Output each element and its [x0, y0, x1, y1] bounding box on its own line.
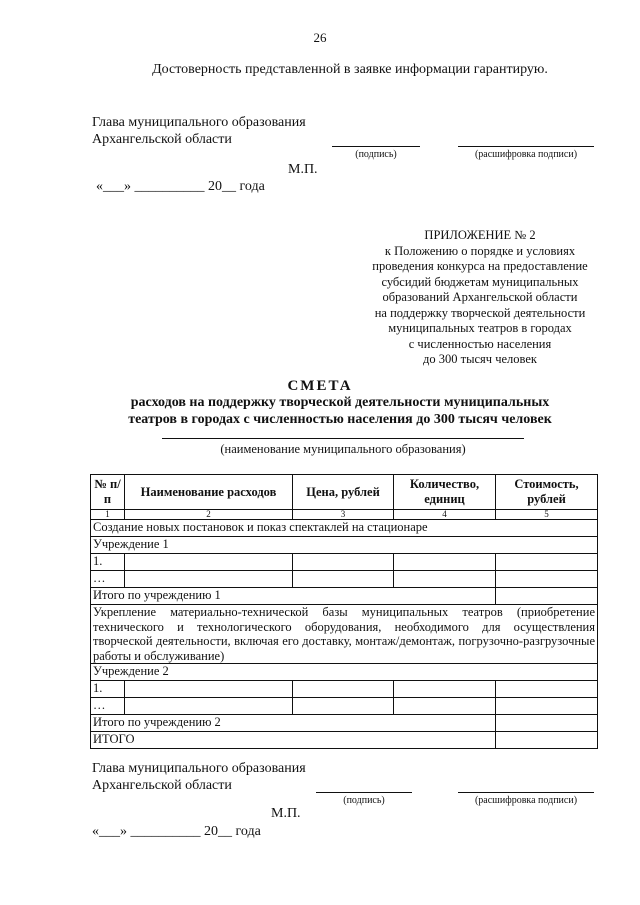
appendix-line: образований Архангельской области	[382, 290, 578, 304]
col-number: 3	[293, 510, 394, 520]
smeta-title: СМЕТА	[287, 378, 353, 394]
col-number: 4	[394, 510, 496, 520]
col-number: 2	[125, 510, 293, 520]
institution-row	[91, 537, 598, 554]
smeta-table	[90, 474, 598, 749]
stamp-label-2: М.П.	[271, 806, 301, 821]
subtotal-row	[91, 715, 598, 732]
table-row	[91, 681, 598, 698]
appendix-line: с численностью населения	[408, 336, 552, 351]
signature-line-2	[316, 792, 412, 793]
table-row	[91, 571, 598, 588]
subtotal-label: Итого по учреждению 1	[91, 588, 496, 605]
header-cost: Стоимость, рублей	[496, 475, 598, 510]
row-ellipsis: …	[91, 571, 125, 588]
section-row	[91, 605, 598, 664]
municipality-name-caption: (наименование муниципального образования)	[220, 442, 466, 456]
row-number: 1.	[91, 681, 125, 698]
signature-caption: (подпись)	[355, 149, 397, 160]
grand-total-label: ИТОГО	[91, 732, 496, 749]
date-line: «___» __________ 20__ года	[96, 179, 265, 194]
decode-line-2	[458, 792, 594, 793]
column-number-row	[91, 510, 598, 520]
subtotal-row	[91, 588, 598, 605]
section-row	[91, 520, 598, 537]
row-number: 1.	[91, 554, 125, 571]
row-ellipsis: …	[91, 698, 125, 715]
appendix-line: проведения конкурса на предоставление	[372, 259, 588, 273]
date-line-2: «___» __________ 20__ года	[92, 824, 261, 839]
signatory-position-2	[92, 760, 306, 794]
page-number: 26	[313, 30, 327, 45]
appendix-line: муниципальных театров в городах	[388, 321, 572, 335]
signature-caption-2: (подпись)	[343, 795, 385, 806]
table-header-row	[91, 475, 598, 510]
table-row	[91, 698, 598, 715]
signatory-position-line1: Глава муниципального образования	[92, 761, 306, 776]
decode-caption-2: (расшифровка подписи)	[474, 795, 578, 806]
institution-row	[91, 664, 598, 681]
appendix-line: до 300 тысяч человек	[423, 352, 537, 366]
guarantee-statement: Достоверность представленной в заявке информации гарантирую.	[152, 62, 548, 77]
signature-line	[332, 146, 420, 147]
decode-line	[458, 146, 594, 147]
signatory-position-line2: Архангельской области	[92, 778, 232, 793]
signatory-position-line1: Глава муниципального образования	[92, 115, 306, 130]
header-number: № п/п	[91, 475, 125, 510]
section-title: Укрепление материально-технической базы муниципальных театров (приобретение технического и технологического оборудования, необходимого для осуществления творческой деятельности, включая его доставку, монтаж/демонтаж, погрузочно-разгрузочные работы и обслуживание)	[91, 605, 598, 664]
municipality-name-line	[162, 438, 524, 439]
appendix-title: ПРИЛОЖЕНИЕ № 2	[424, 228, 536, 242]
appendix-line: субсидий бюджетам муниципальных	[381, 274, 579, 289]
table-row	[91, 554, 598, 571]
signatory-position-line2: Архангельской области	[92, 132, 232, 147]
header-expense-name: Наименование расходов	[125, 475, 293, 510]
institution-name: Учреждение 2	[91, 664, 598, 681]
smeta-subtitle-line1: расходов на поддержку творческой деятельности муниципальных	[130, 395, 550, 410]
smeta-subtitle-line2: театров в городах с численностью населения до 300 тысяч человек	[128, 412, 552, 427]
appendix-block	[330, 228, 630, 368]
smeta-subtitle	[20, 394, 640, 428]
appendix-line: на поддержку творческой деятельности	[374, 305, 586, 320]
grand-total-row	[91, 732, 598, 749]
appendix-line: к Положению о порядке и условиях	[384, 243, 576, 258]
decode-caption: (расшифровка подписи)	[474, 149, 578, 160]
institution-name: Учреждение 1	[91, 537, 598, 554]
section-title: Создание новых постановок и показ спектаклей на стационаре	[91, 520, 598, 537]
signatory-position	[92, 114, 306, 148]
header-price: Цена, рублей	[293, 475, 394, 510]
col-number: 5	[496, 510, 598, 520]
col-number: 1	[91, 510, 125, 520]
header-quantity: Количество, единиц	[394, 475, 496, 510]
subtotal-label: Итого по учреждению 2	[91, 715, 496, 732]
stamp-label: М.П.	[288, 162, 318, 177]
